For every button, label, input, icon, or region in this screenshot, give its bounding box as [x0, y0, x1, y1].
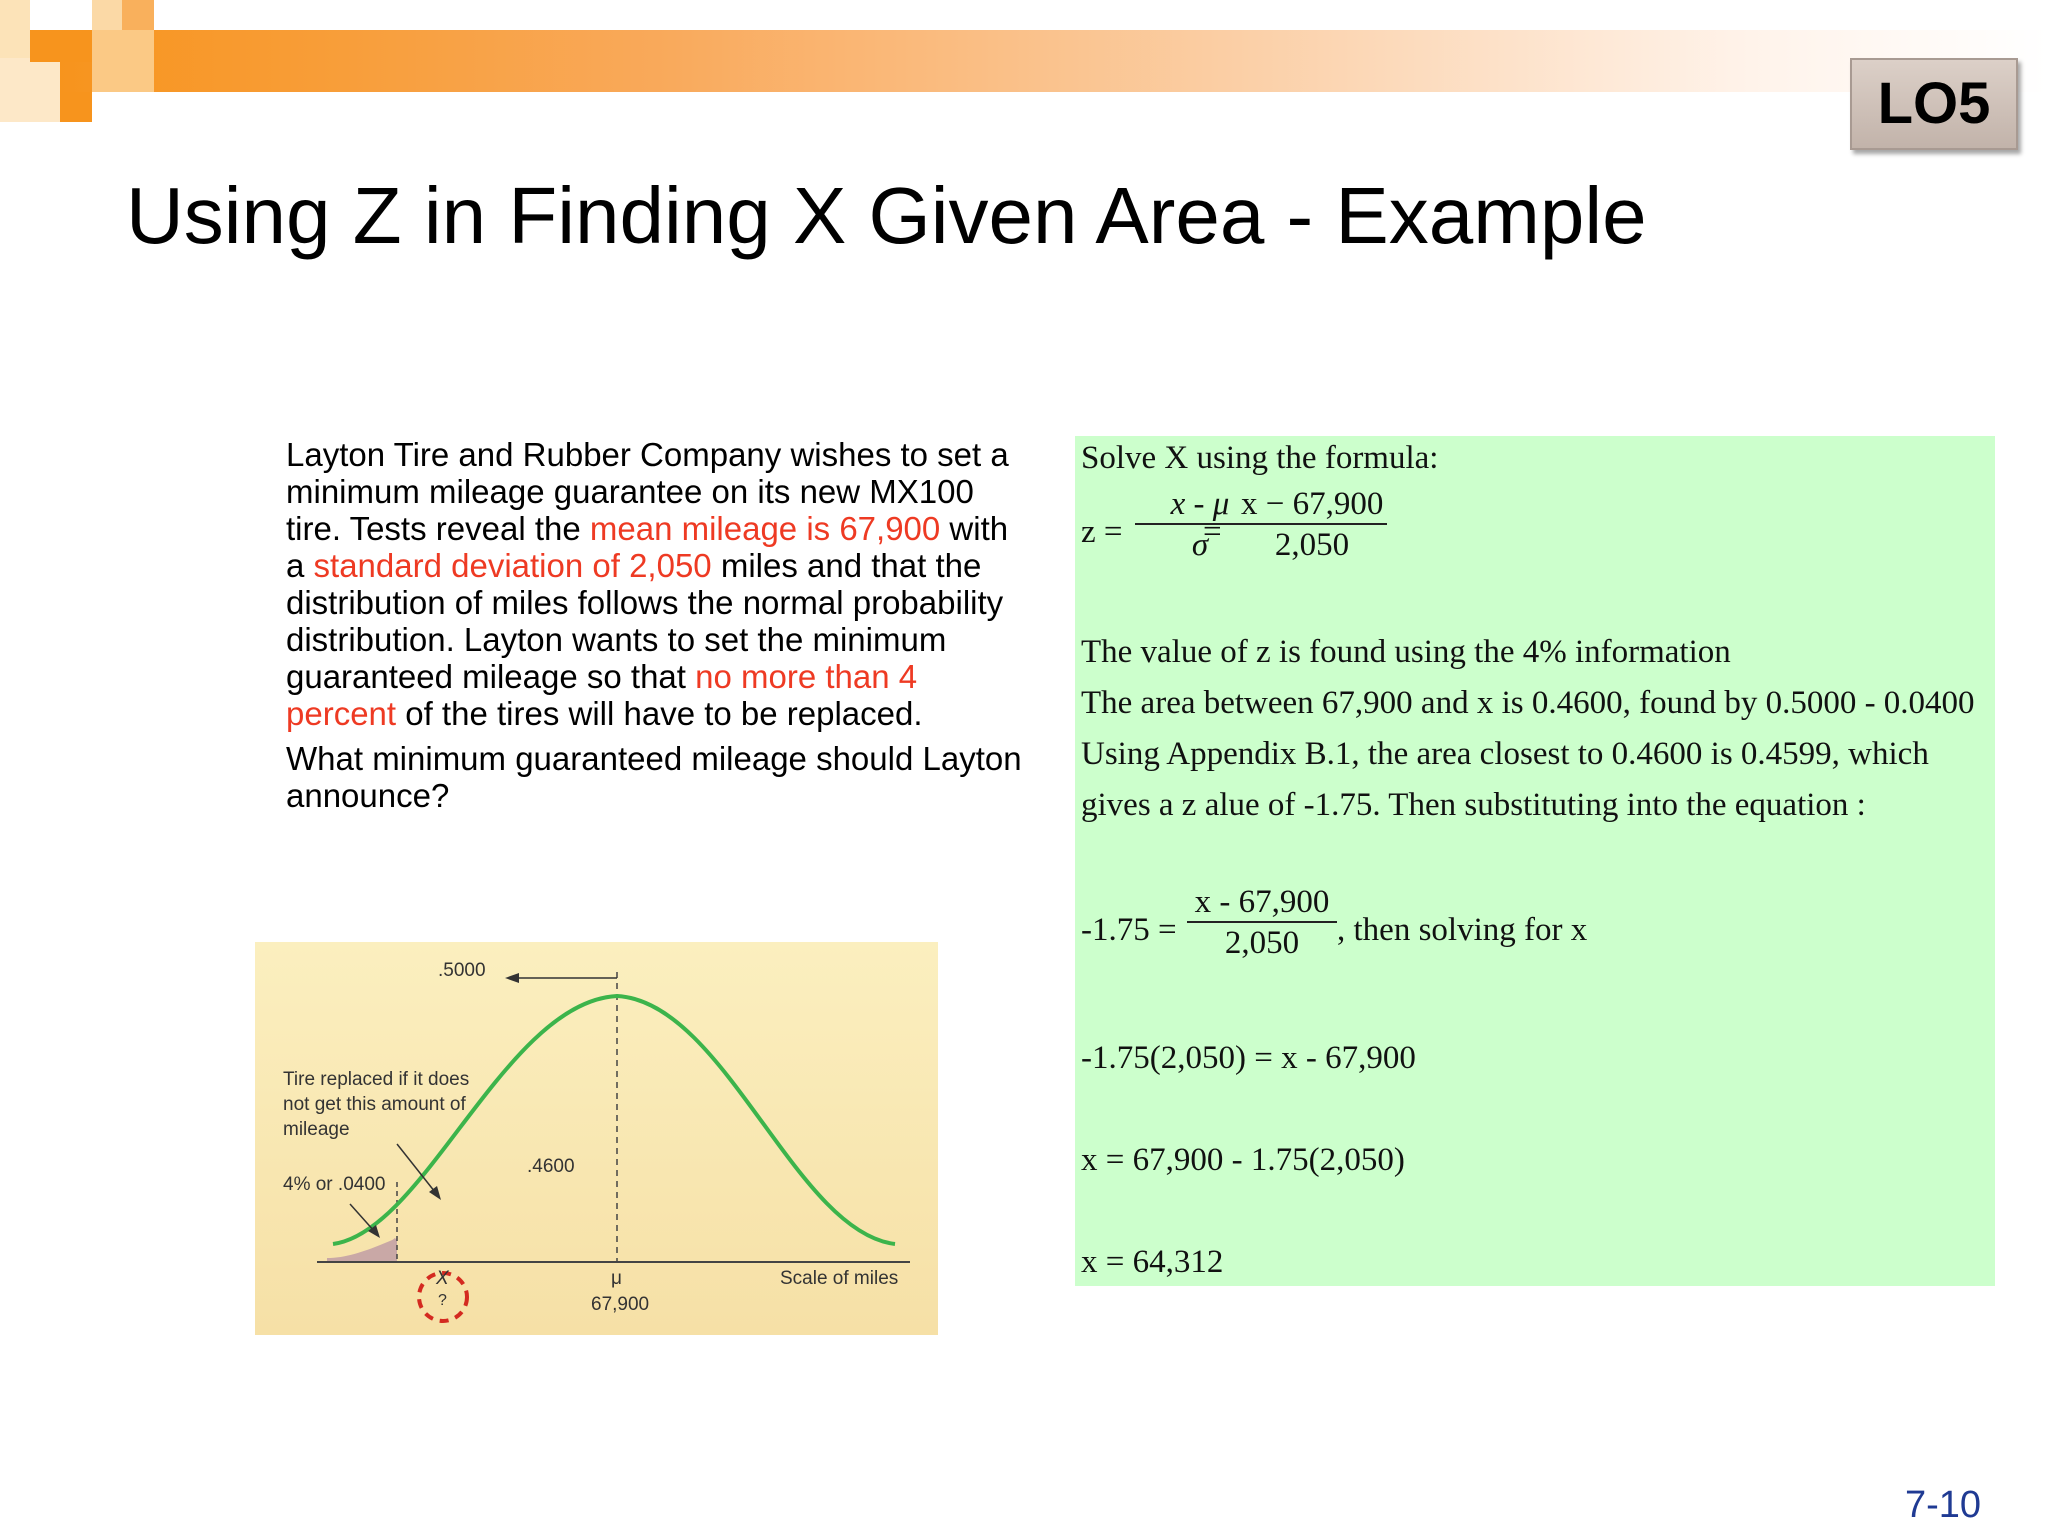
- slide-title: Using Z in Finding X Given Area - Example: [126, 171, 1647, 260]
- x-symbol: X: [436, 1268, 449, 1289]
- header-decoration: [60, 92, 92, 122]
- annotation-line: Tire replaced if it does: [283, 1069, 470, 1090]
- z-substituted-fraction: $\frac{x - 67,900}{2,050}$: [1237, 486, 1387, 564]
- highlight-std-dev: standard deviation of 2,050: [313, 547, 712, 584]
- learning-objective-badge: LO5: [1850, 58, 2018, 150]
- annotation-line: not get this amount of: [283, 1094, 466, 1115]
- solution-text-3: Using Appendix B.1, the area closest to 0.4600 is 0.4599, which: [1081, 736, 1929, 772]
- equals-sign: =: [1203, 514, 1222, 550]
- solution-text-1: The value of z is found using the 4% information: [1081, 634, 1731, 670]
- header-decoration: [30, 30, 92, 62]
- arrow-head: [429, 1186, 441, 1200]
- tail-arrow: [350, 1204, 375, 1232]
- z-formula-fraction: $\frac{x - \mu}{\sigma}$: [1135, 486, 1265, 564]
- header-decoration: [0, 0, 30, 58]
- tail-area-label: 4% or .0400: [283, 1174, 386, 1195]
- mu-value: 67,900: [591, 1294, 650, 1315]
- normal-distribution-figure: [255, 942, 938, 1335]
- equation-2-fraction: $\frac{x - 67,900}{2,050}$: [1187, 884, 1337, 962]
- annotation-line: mileage: [283, 1119, 350, 1140]
- solution-box: [1075, 436, 1995, 1286]
- x-question-mark: ?: [438, 1292, 447, 1309]
- problem-question: What minimum guaranteed mileage should Layton announce?: [286, 740, 1022, 814]
- equation-3: -1.75(2,050) = x - 67,900: [1081, 1040, 1416, 1076]
- solution-text-2: The area between 67,900 and x is 0.4600, found by 0.5000 - 0.0400: [1081, 685, 1975, 721]
- solution-text-4: gives a z alue of -1.75. Then substituting into the equation :: [1081, 787, 1866, 823]
- equation-2-prefix: -1.75 =: [1081, 912, 1177, 948]
- highlight-percent: no more than 4 percent: [286, 658, 918, 732]
- scale-label: Scale of miles: [780, 1268, 899, 1289]
- header-band: [60, 30, 2048, 92]
- mu-symbol: μ: [611, 1268, 622, 1289]
- page-number: 7-10: [1905, 1484, 1982, 1526]
- arrow-head: [505, 973, 519, 983]
- normal-curve: [333, 996, 895, 1244]
- equation-2-suffix: , then solving for x: [1337, 912, 1588, 948]
- solution-intro: Solve X using the formula:: [1081, 440, 1439, 476]
- equation-4: x = 67,900 - 1.75(2,050): [1081, 1142, 1405, 1178]
- equation-5: x = 64,312: [1081, 1244, 1224, 1280]
- header-decoration: [0, 58, 60, 122]
- problem-statement: [286, 436, 1026, 822]
- area-label-top: .5000: [438, 960, 486, 981]
- highlight-mean: mean mileage is 67,900: [589, 510, 941, 547]
- header-decoration: [92, 30, 154, 92]
- header-decoration: [122, 0, 154, 30]
- problem-paragraph: Layton Tire and Rubber Company wishes to set a minimum mileage guarantee on its new MX100 tire. Tests reveal the mean mileage is 67,900 with a standard deviation of 2,050 miles and that the distribution of miles follows the normal probability distribution. Layton wants to set the minimum guaranteed mileage so that no more than 4 percent of the tires will have to be replaced.: [286, 436, 1009, 732]
- area-label-middle: .4600: [527, 1156, 575, 1177]
- z-formula-prefix: z =: [1081, 514, 1123, 550]
